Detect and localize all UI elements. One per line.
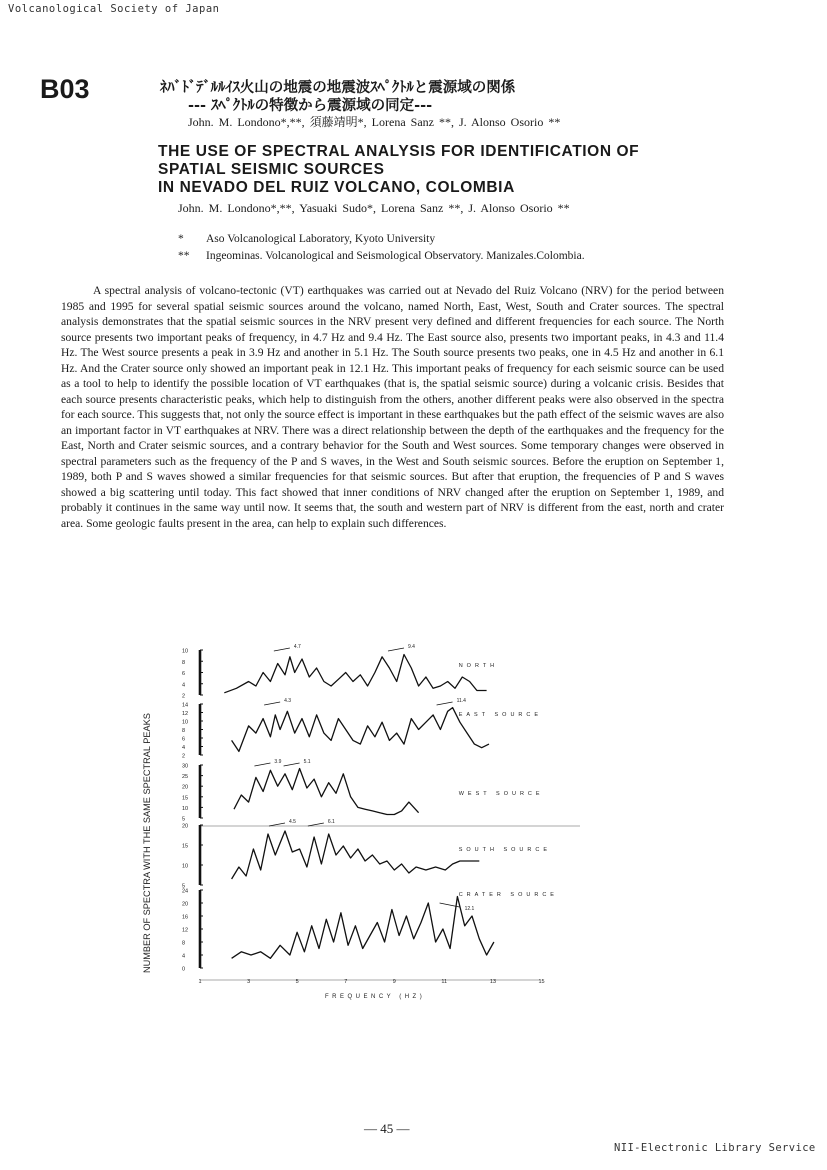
english-title-line3: IN NEVADO DEL RUIZ VOLCANO, COLOMBIA: [158, 179, 515, 196]
page-number: — 45 —: [364, 1121, 410, 1136]
y-tick-label: 4: [182, 682, 186, 689]
panel-3: [182, 759, 580, 826]
panel-1: [182, 644, 498, 700]
y-tick-label: 4: [182, 745, 186, 751]
footer-service: NII-Electronic Library Service: [614, 1142, 816, 1154]
y-tick-label: 0: [182, 966, 186, 973]
x-tick-label: 11: [441, 979, 448, 985]
peak-arrow: [274, 648, 290, 651]
peak-arrow: [388, 648, 404, 651]
affiliation-2: [178, 250, 585, 262]
abstract: A spectral analysis of volcano-tectonic (VT) earthquakes was carried out at Nevado del Ruiz Volcano (NRV) for the period between 1985 and 1995 for several spatial seismic sources around the volcano, named North, East, West, South and Crater sources. The spectral analysis demonstrates that the spatial seismic sources in the NRV present very defined and different frequencies for each source. The North source presents two important peaks of frequency, in 4.7 Hz and 9.4 Hz. The East source also, presents two important peaks, in 4.3 and 11.4 Hz. The West source presents a peak in 3.9 Hz and another in 5.1 Hz. The South source presents two peaks, one in 4.5 Hz and another in 6.1 Hz. And the Crater source only showed an important peak in 12.1 Hz. This important peaks of frequency for each seismic source can be used as a tool to help to identify the possible location of VT earthquakes (that is, the spatial seismic source) during a volcanic crisis. Besides that each source presents characteristic peaks, which help to distinguish from the others, another different peaks were also observed in the spectra for each source. This suggests that, not only the source effect is important in these earthquakes but the path effect of the seismic waves are also an important factor in VT earthquakes at NRV. There was a direct relationship between the depth of the earthquakes and the frequency for the East, North and Crater seismic sources, and a contrary behavior for the South and West sources. Some temporary changes were observed in spectral parameters such as the frequency of the P and S waves, in the West and South seismic sources. Before the eruption on September 1, 1989, both P and S waves showed a similar frequencies for that seismic sources. But after that eruption, the frequencies of P and S waves showed a big scattering until today. This fact showed that inner conditions of NRV changed after the eruption on September 1, 1989, and probably it continues in the same way until now. It seems that, the south and western part of NRV is different from the east, north and crater area. Some geologic faults present in the area, can help to explain such differences.: [61, 284, 724, 530]
y-tick-label: 2: [182, 693, 186, 700]
x-axis-label: FREQUENCY (HZ): [325, 994, 426, 1000]
japanese-title-line2: --- ｽﾍﾟｸﾄﾙの特徴から震源域の同定---: [188, 98, 433, 114]
english-title: [158, 143, 639, 197]
series-name-label: WEST SOURCE: [458, 791, 544, 797]
peak-label: 4.3: [284, 698, 292, 704]
english-title-line1: THE USE OF SPECTRAL ANALYSIS FOR IDENTIFICATION OF: [158, 143, 640, 160]
y-tick-label: 20: [182, 823, 189, 830]
peak-arrow: [308, 823, 324, 826]
y-tick-label: 8: [182, 728, 186, 734]
peak-label: 4.5: [289, 819, 296, 825]
series-line: [234, 769, 419, 815]
y-tick-label: 14: [182, 702, 189, 709]
series-name-label: NORTH: [458, 663, 499, 669]
society-header: Volcanological Society of Japan: [8, 3, 220, 15]
y-axis-label: NUMBER OF SPECTRA WITH THE SAME SPECTRAL PEAKS: [142, 713, 152, 973]
y-tick-label: 12: [182, 711, 189, 717]
y-tick-label: 10: [182, 648, 189, 655]
panel-5: [182, 889, 558, 973]
peak-arrow: [264, 702, 280, 705]
x-tick-label: 9: [392, 979, 396, 985]
peak-arrow: [269, 823, 285, 826]
paper-code: B03: [40, 74, 90, 104]
series-name-label: EAST SOURCE: [458, 712, 543, 718]
peak-arrow: [437, 702, 453, 705]
y-tick-label: 15: [182, 843, 189, 850]
y-tick-label: 12: [182, 927, 189, 934]
y-tick-label: 10: [182, 863, 189, 870]
affiliation-2-text: Ingeominas. Volcanological and Seismological Observatory. Manizales.Colombia.: [206, 250, 585, 262]
affiliation-1-mark: *: [178, 233, 184, 245]
x-tick-label: 7: [344, 979, 348, 985]
y-tick-label: 20: [182, 901, 189, 908]
peak-label: 12.1: [464, 906, 475, 912]
peak-arrow: [254, 763, 270, 766]
series-name-label: SOUTH SOURCE: [458, 847, 552, 853]
japanese-title-line1: ﾈﾊﾞﾄﾞﾃﾞﾙﾙｲｽ火山の地震の地震波ｽﾍﾟｸﾄﾙと震源域の関係: [160, 80, 516, 96]
y-tick-label: 16: [182, 914, 189, 921]
peak-label: 4.7: [293, 644, 301, 650]
y-tick-label: 5: [182, 816, 186, 823]
y-tick-label: 8: [182, 659, 186, 666]
series-line: [232, 708, 489, 752]
japanese-authors: John. M. Londono*,**, 須藤靖明*, Lorena Sanz **, J. Alonso Osorio **: [188, 115, 561, 129]
peak-arrow: [284, 763, 300, 766]
y-tick-label: 10: [182, 719, 189, 726]
y-tick-label: 6: [182, 736, 186, 743]
y-tick-label: 25: [182, 774, 189, 781]
series-name-label: CRATER SOURCE: [458, 892, 558, 898]
peak-label: 3.9: [274, 759, 282, 765]
peak-label: 9.4: [408, 644, 415, 650]
peak-label: 5.1: [303, 759, 311, 765]
english-title-line2: SPATIAL SEISMIC SOURCES: [158, 161, 385, 178]
y-tick-label: 15: [182, 795, 189, 802]
panel-4: [182, 816, 552, 890]
y-tick-label: 24: [182, 888, 189, 895]
affiliation-1: [178, 233, 435, 245]
spectra-figure: [120, 640, 590, 1025]
x-tick-label: 5: [295, 979, 299, 985]
series-line: [224, 655, 486, 693]
peak-label: 11.4: [456, 698, 466, 704]
y-tick-label: 5: [182, 883, 186, 890]
y-tick-label: 20: [182, 784, 189, 791]
x-tick-label: 1: [198, 979, 202, 985]
x-tick-label: 15: [538, 979, 545, 985]
y-tick-label: 2: [182, 753, 186, 760]
y-tick-label: 10: [182, 805, 189, 812]
x-tick-label: 13: [489, 979, 497, 985]
x-tick-label: 3: [247, 979, 251, 985]
y-tick-label: 4: [182, 953, 186, 960]
y-tick-label: 6: [182, 671, 186, 677]
panel-2: [182, 698, 542, 760]
y-tick-label: 30: [182, 763, 189, 770]
peak-label: 6.1: [327, 819, 335, 825]
affiliation-1-text: Aso Volcanological Laboratory, Kyoto University: [206, 233, 436, 245]
affiliation-2-mark: **: [178, 250, 190, 262]
series-line: [232, 831, 480, 879]
english-authors: John. M. Londono*,**, Yasuaki Sudo*, Lorena Sanz **, J. Alonso Osorio **: [178, 201, 570, 215]
y-tick-label: 8: [182, 940, 186, 947]
